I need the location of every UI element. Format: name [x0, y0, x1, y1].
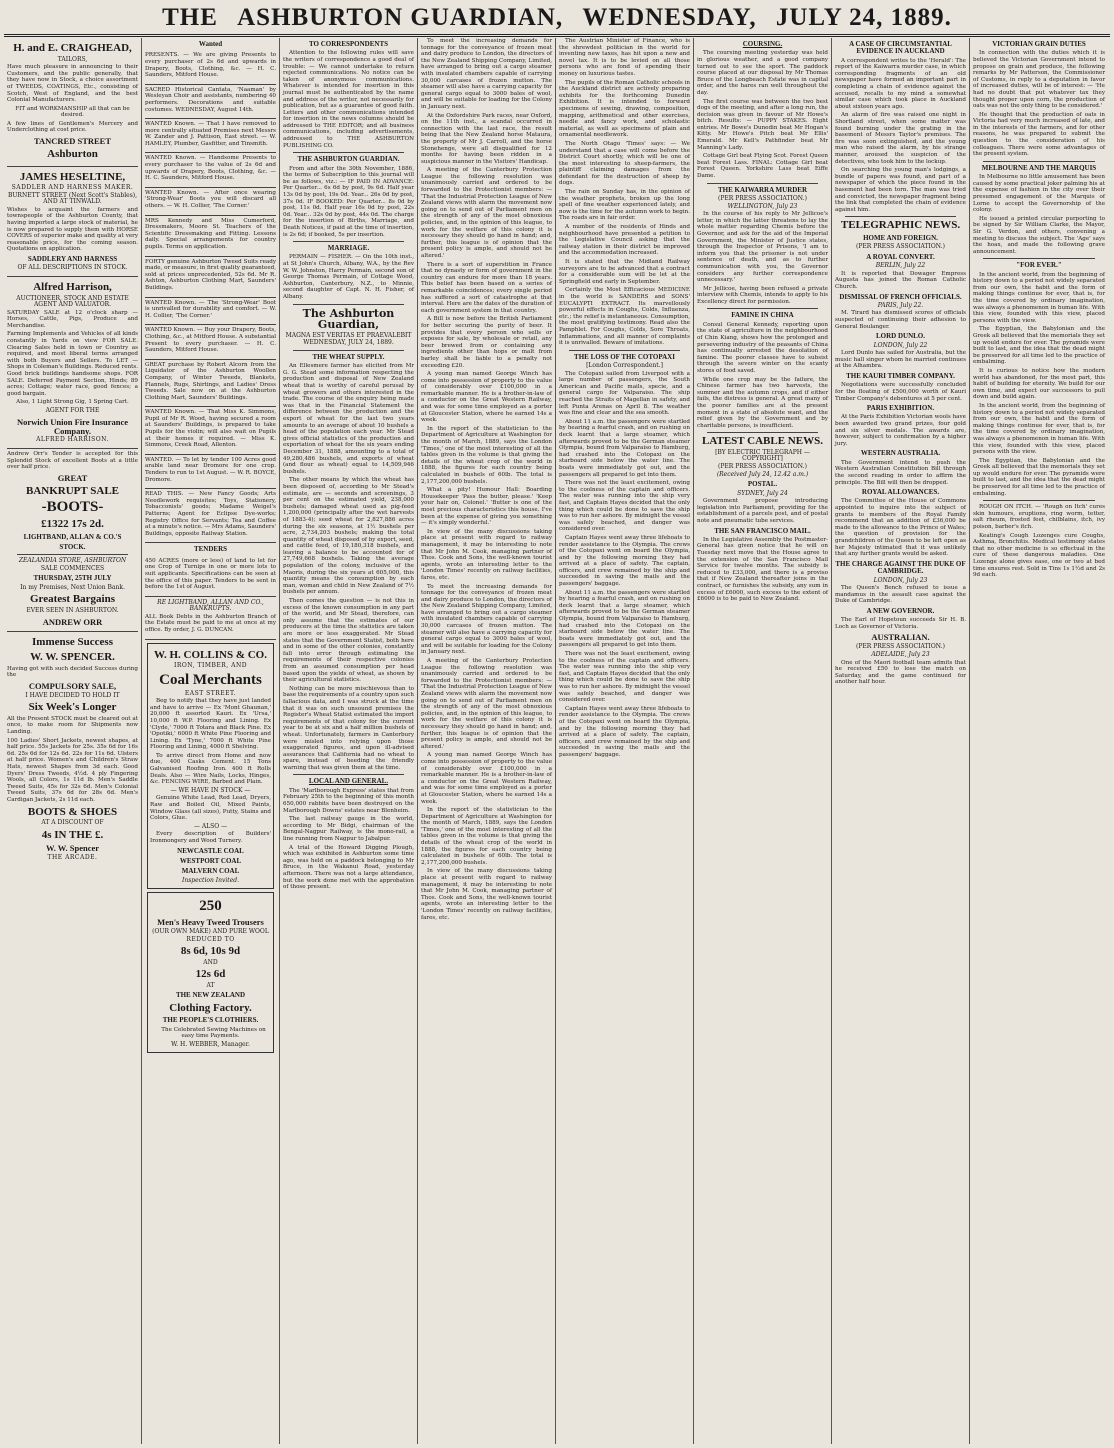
wanted-11-text: WANTED Known. — That Miss K. Simmons, Pupil of Mr R. Wood, having secured a room at Saunders' Buildings, is prepared to take Pupils for the violin; will also wait on Pupils at their homes if required. — Miss K. Simmons, Creek Road, Allenton. [145, 409, 276, 449]
wheat-p4: Nothing can be more mischievous than to base the requirements of a country upon such fallacious data, and I was struck at the time that it was on such unsound premises the Register's Wheat Statist estimated the import requirements of that colony for the current year to be at six and a half million bushels of wheat. Unfortunately, farmers in Canterbury were misled into relying upon those exaggerated figures, and upon ill-advised assurances that California had no wheat to spare, instead of heeding the friendly warning that was given them at the time. [283, 685, 414, 771]
column-1 [4, 38, 142, 1444]
divider [983, 161, 1095, 162]
factory-reduced: REDUCED TO [186, 935, 235, 943]
collins-title: W. H. COLLINS & CO. [154, 648, 267, 661]
orr-great: GREAT [57, 472, 88, 483]
wanted-13 [145, 489, 276, 543]
column-3 [280, 38, 418, 1444]
cambridge-body: The Queen's Bench refused to issue a mandamus in the assault case against the Duke of Cambridge. [835, 585, 966, 605]
malvern-coal: MALVERN COAL [181, 867, 240, 876]
marquis-heading: MELBOURNE AND THE MARQUIS [981, 163, 1097, 172]
masthead-title: ASHBURTON GUARDIAN, [237, 4, 564, 31]
grain-p1: In connection with the duties which it is believed the Victorian Government intend to propose on grain and produce, the following remarks by Mr Patterson, the Commissioner of Customs, in reply to a deputation in favor of increased duties, will be of interest: — 'He had no doubt that put whatever tax they thought proper upon corn, the production of oats was not the only thing to be considered.' [973, 50, 1105, 110]
wanted-7 [145, 257, 276, 298]
local-heading: LOCAL AND GENERAL. [308, 777, 389, 786]
coursing-p1: The coursing meeting yesterday was held in glorious weather, and a good company turned out to see the sport. The paddock course placed at our disposal by Mr Thomas Bruce of the Longbeach Estate was in capital order, and the hares ran well throughout the day. [697, 50, 828, 96]
tender-text: 450 ACRES (more or less) of land to let for one Crop of Turnips in one or more lots to suit applicants. Specifications can be seen at the office of this paper. Tenders to be sent in before the 1st of August. [145, 557, 276, 591]
australian-body: One of the Maori football team admits that he received £50 to lose the match on Saturday, and the game continued for another half hour. [835, 659, 966, 686]
collins-ad [147, 643, 274, 890]
factory-peoples: THE PEOPLE'S CLOTHIERS. [162, 1016, 259, 1025]
cotopaxi-p4-cont: Captain Hayes went away three lifeboats to render assistance to the Olympia. The crews of the Cotopaxi went on board the Olympia, and by the following morning they had arrived at a place of safety. The captain, officers, and crew remained by the ship and succeeded in saving the mails and the passengers' baggage. [559, 705, 690, 758]
orr-body: Andrew Orr's Tender is accepted for this Splendid Stock of excellent Boots at a little over half price. [7, 451, 138, 471]
subscription-heading: THE ASHBURTON GUARDIAN. [297, 155, 400, 164]
orr-premises: In my Premises, Next Union Bank. [20, 583, 125, 591]
governor-heading: A NEW GOVERNOR. [866, 606, 935, 615]
spencer-name: W. W. Spencer [45, 843, 100, 854]
spencer-decided: I HAVE DECIDED TO HOLD IT [25, 691, 120, 699]
latest-cable-received: (Received July 24, 12.42 a.m.) [716, 470, 809, 478]
craighead-body: Have much pleasure in announcing to their Customers, and the public generally, that they have now in Stock, a choice assortment of TWEEDS, COATINGS, Etc., consisting of Scotch, West of England, and the best Colonial Manufacturers. [7, 64, 138, 104]
paper-motto: MAGNA EST VERITAS ET PRAEVALEBIT [285, 331, 412, 339]
harrison-also: Also, 1 Light Strong Gig, 1 Spring Cart. [16, 399, 129, 406]
wanted-13-text: READ THIS. — New Fancy Goods; Arts Needlework requisites; Toys, Stationery, Tobacconists' goods; Madame Weigel's Patterns; Agent for Eclipse Dye-works; Registry Office for Servants; Tea and Coffee at a minute's notice. — Mrs Adams, Saunders' Buildings, opposite Railway Station. [145, 491, 276, 537]
wanted-3-text: WANTED Known. — That I have removed to more centrally situated Premises next Messrs W. Zander and J. Pattison, East street. — W. HAMLEY, Plumber, Gasfitter, and Tinsmith. [145, 121, 276, 147]
col5-p3: The North Otago 'Times' says: — We understand that a case will come before the District Court shortly, which will be one of the most interesting to sheep-farmers, the plaintiff claiming damages from the defendant for the destruction of sheep by dogs. [559, 140, 690, 187]
cotopaxi-p4: Captain Hayes went away three lifeboats to render assistance to the Olympia. The crews of the Cotopaxi went on board the Olympia, and by the following morning they had arrived at a place of safety. The captain, officers, and crew remained by the ship and succeeded in saving the mails and the passengers' baggage. [559, 534, 690, 588]
postal-heading: POSTAL. [747, 480, 778, 489]
wanted-3 [145, 119, 276, 153]
divider [17, 554, 128, 555]
royal-body: It is reported that Dowager Empress Augusta has joined the Roman Catholic Church. [835, 270, 966, 290]
postal-body: Government propose introducing legislation into Parliament, providing for the establishment of a parcels post, and of postal note and pneumatic tube services. [697, 498, 828, 524]
cotopaxi-sub: [London Correspondent.] [586, 362, 663, 370]
cotopaxi-p1: The Cotopaxi sailed from Liverpool with a large number of passengers, the South American and Pacific mails, specie, and a general cargo for Valparaiso. The ship reached the Straits of Magellan in safety, and left Punta Arenas on April 8. The weather was fine and clear and the sea smooth. [559, 370, 690, 417]
wanted-9-text: WANTED Known. — Buy your Drapery, Boots, Clothing, &c., at Mitford House. A substantial Present to every purchaser. — H. C. Saunders, Mitford House. [145, 327, 276, 354]
craighead-note: A few lines of Gentlemen's Mercery and Underclothing at cost price. [7, 120, 138, 134]
australian-heading: AUSTRALIAN. [871, 632, 930, 643]
collins-in-stock: — WE HAVE IN STOCK — [170, 786, 251, 794]
orr-bankrupt: BANKRUPT SALE [25, 484, 119, 497]
saddler-address: BURNETT STREET (Next Scott's Stables), AND AT TINWALD. [7, 191, 138, 206]
coursing-p2: The first course was between the two best dogs of the meeting, and after a long run, the decision was given in favour of Mr Howe's bitch. Results: — PUPPY STAKES. Eight entries. Mr Bowe's Dunedin beat Mr Hogan's Kitty. Mr Howe's Pitch beat Mr Ellis' Emerald. Mr Kell's Pathfinder beat Mr Manning's Lady. [697, 98, 828, 151]
forever-p3: It is curious to notice how the modern world has abandoned, for the most part, this habit of building for eternity. We build for our own time, and expect our successors to pull down and build again. [973, 367, 1105, 401]
dismissal-heading: DISMISSAL OF FRENCH OFFICIALS. [839, 292, 962, 301]
spencer-ad [7, 632, 138, 865]
newcastle-coal: NEWCASTLE COAL [177, 846, 244, 855]
craighead-title: H. and E. CRAIGHEAD, [13, 42, 132, 54]
wanted-9 [145, 325, 276, 359]
orr-andrew: ANDREW ORR [42, 616, 103, 627]
governor-body: The Earl of Hopetoun succeeds Sir H. B. Loch as Governor of Victoria. [835, 617, 966, 630]
wanted-8-text: WANTED Known. — The 'Strong-Wear' Boot is unrivalled for durability and comfort. — W. H. Collier, 'The Corner.' [145, 299, 276, 319]
harrison-body: Farming Implements and Vehicles of all kinds constantly in Yards on view FOR SALE. Clearing Sales held in town or Country as required, and most liberal terms arranged with both Buyers and Sellers. To LET — Shops in Coleman's Buildings. Reduced rents. Good brick buildings handsome shops. FOR SALE. Deferred Payment Section, Hinds; 89 acres; Cottage; water race, good fences; a good bargain. [7, 331, 138, 397]
spencer-boots-shoes: BOOTS & SHOES [27, 805, 118, 818]
col4-p3-cont: A meeting of the Canterbury Protection League the following resolution was unanimously carried and ordered to be forwarded to the Protectionist members: — 'That the Industrial Protection League of New Zealand views with alarm the movement now going on to send out of Parliament men on the strength of any of the most obnoxious policies, and, in the opinion of this league, to work for the welfare of this colony it is necessary they should go hand in hand; and, further, this league is of opinion that the present policy is ample, and should not be altered.' [421, 658, 552, 750]
cotopaxi-p2-cont: About 11 a.m. the passengers were startled by hearing a fearful crash, and on rushing on deck learnt that a large steamer, which afterwards proved to be the German steamer Olympia, bound from Valparaiso to Hamburg, had crashed into the Cotopaxi on the starboard side below the water line. The boats were immediately got out, and the passengers all prepared to get into them. [559, 589, 690, 649]
col4-p9: In view of the many discussions taking place at present with regard to railway management, it may be interesting to note that Mr John M. Cook, managing partner of Thos. Cook and Sons, the well-known tourist agents, wrote an interesting letter to the 'London Times' recently on railway facilities, fares, etc. [421, 528, 552, 581]
latest-cable-sub-2: (PER PRESS ASSOCIATION.) [718, 463, 807, 471]
spencer-four-shillings: 4s IN THE £. [41, 828, 104, 841]
col4-p7-cont: In the report of the statistician to the Department of Agriculture at Washington for the month of March, 1889, says the London 'Times,' one of the most interesting of all the tables given in the volume is that giving the details of the wheat crop of the world in 1888, the figures for each country being calculated in bushels of 60lb. The total is 2,177,200,000 bushels. [421, 807, 552, 866]
spencer-compulsory: COMPULSORY SALE, [28, 680, 117, 691]
famine-heading: FAMINE IN CHINA [731, 311, 794, 320]
saddler-body: Wishes to acquaint the farmers and townspeople of the Ashburton County, that having imported a large stock of material, he is now prepared to supply them with HORSE COVERS of superior make and quality at very reasonable price, for the coming season. Quotations on application. [7, 206, 138, 253]
marriage-heading: MARRIAGE. [327, 244, 370, 253]
local-p1: The 'Marlborough Express' states that from February 25th to the beginning of this month 650,000 rabbits have been destroyed on the Marlborough Downs' estates near Blenheim. [283, 787, 414, 814]
col5-p1: The Austrian Minister of Finance, who is the shrewdest politician in the world for inventing new taxes, has hit upon a new and novel tax. It is to be levied on all those persons who are fond of spending their money on luxurious tastes. [559, 38, 690, 77]
orr-ad [7, 449, 138, 632]
paper-title: The Ashburton Guardian, [302, 306, 395, 332]
royal-heading: A ROYAL CONVERT. [866, 252, 935, 261]
wanted-10 [145, 360, 276, 408]
dunlo-body: Lord Dunlo has sailed for Australia, but the music hall singer whom he married continues at the Alhambra. [835, 350, 966, 370]
col4-p5: A Bill is now before the British Parliament for better securing the purity of beer. It provides that every person who sells or exposes for sale, by wholesale or retail, any beer brewed from or containing any ingredients other than hops or malt from barley shall be liable to a penalty not exceeding £20. [421, 316, 552, 369]
column-6 [694, 38, 832, 1444]
spencer-arcade: THE ARCADE. [47, 854, 98, 862]
orr-boots: -BOOTS- [41, 499, 104, 516]
norwich-title: Norwich Union Fire Insurance Company. [16, 416, 129, 436]
craighead-fit: FIT and WORKMANSHIP all that can be desired. [15, 105, 130, 119]
masthead-the: THE [162, 4, 218, 31]
latest-cable-sub: [BY ELECTRIC TELEGRAPH — COPYRIGHT] [715, 448, 810, 463]
factory-at: AT [206, 981, 215, 989]
orr-greatest: Greatest Bargains [29, 593, 116, 606]
divider [707, 308, 818, 309]
australian-dateline: ADELAIDE, July 23 [871, 650, 930, 658]
spencer-discount: AT A DISCOUNT OF [41, 819, 104, 827]
tancred-street: TANCRED STREET [33, 136, 112, 147]
collins-also-body: Every description of Builders' Ironmongery and Wood Turnery. [150, 831, 271, 845]
collins-east: EAST STREET. [184, 689, 237, 697]
spencer-immense: Immense Success [32, 636, 113, 649]
westport-coal: WESTPORT COAL [179, 856, 242, 865]
dismissal-dateline: PARIS, July 22. [877, 301, 924, 309]
spencer-body: Having got with such decided Success during the [7, 665, 138, 679]
lightband-text: ALL Book Debts in the Ashburton Branch of the Estate must be paid to me at once at my office. By order, J. G. DUNCAN. [145, 613, 276, 634]
factory-prices: 8s 6d, 10s 9d [180, 945, 241, 958]
marriage-body: PERMAIN — FISHER. — On the 10th inst., at St John's Church, Albany, W.A., by the Rev W. W. Johnston, Harry Permain, second son of George Thomas Permain, of Cottage Wood, Ashburton, Canterbury, N.Z., to Minnie, second daughter of Capt. N. H. Fisher, of Albany. [283, 254, 414, 301]
collins-inspection: Inspection Invited. [181, 876, 240, 884]
col4-p1: To meet the increasing demands for tonnage for the conveyance of frozen meat and dairy produce to London, the directors of the New Zealand Shipping Company, Limited, have arranged to bring out a cargo steamer with insulated chambers capable of carrying 30,000 carcases of frozen mutton. The steamer will also have a carrying capacity for general cargo equal to 3000 bales of wool, and will be suitable for loading for the Colony in January next. [421, 38, 552, 110]
wanted-1 [145, 50, 276, 84]
factory-clothing: Clothing Factory. [169, 1001, 252, 1014]
divider [293, 152, 404, 153]
column-8 [970, 38, 1108, 1444]
craighead-ad [7, 38, 138, 167]
column-4 [418, 38, 556, 1444]
wanted-11 [145, 407, 276, 455]
masthead-rule-2 [4, 36, 1110, 37]
cotopaxi-p3-cont: There was not the least excitement, owing to the coolness of the captain and officers. The water was running into the ship very fast, and Captain Hayes decided that the only thing which could be done to save the ship was to run her ashore. By midnight the vessel was safely beached, and danger was considered over. [559, 651, 690, 704]
factory-250: 250 [199, 898, 222, 915]
correspondents-body: Attention to the following rules will save the writers of correspondence a good deal of trouble: — We cannot undertake to return rejected communications. No notice can be taken of anonymous communications. Whatever is intended for insertion in this journal must be authenticated by the name and address of the writer, not necessarily for publication, but as a guarantee of good faith. Letters and other communications intended for insertion in the news columns should be addressed to THE EDITOR; and all business communications, including advertisements, addressed to THE ASHBURTON PUBLISHING CO. [283, 50, 414, 149]
dunlo-dateline: LONDON, July 22 [873, 341, 928, 349]
local-p2: The last railway gauge in the world, according to Mr Bidgi, chairman of the Bengal-Nagpur Railway, is the mono-rail, a line running from Nagpur to Jabalpur. [283, 816, 414, 842]
collins-body-2: To arrive direct from Home and now due, 400 Casks Cement. 15 Tons Galvanised Roofing Iron. 400 ft Rolls Deals. Also — Wire Nails, Locks, Hinges, &c. FENCING WIRE, Barbed and Plain. [150, 752, 271, 786]
orr-thursday: THURSDAY, 25TH JULY [33, 574, 112, 583]
famine-p2: While one crop may be the failure, the Chinese farmer has two harvests, the summer and the autumn crops, and if either fails, the distress is general. A great many of the poorer families are at the present moment in a state of absolute want, and the relief given by the Government and by charitable persons, is insufficient. [697, 376, 828, 429]
latest-cable-heading: LATEST CABLE NEWS. [702, 435, 823, 448]
divider [569, 350, 680, 351]
wanted-5 [145, 188, 276, 216]
lightband-title: RE LIGHTBAND, ALLAN AND CO., BANKRUPTS. [157, 598, 264, 613]
coursing-p3: Cottage Girl beat Flying Scot. Forest Queen beat Forest Lass. FINAL: Cottage Girl beat Forest Queen. Yorkshire Lass beat Eiffe Dame. [697, 153, 828, 180]
col5-p5: A number of the residents of Hinds and neighbourhood have presented a petition to the Legislative Council asking that the railway station in their district be improved and the accommodation increased. [559, 224, 690, 257]
kaiwarra-heading: THE KAIWARRA MURDER [717, 185, 808, 194]
spencer-six-weeks: Six Week's Longer [28, 701, 117, 714]
masthead [0, 4, 1114, 34]
col5-p4: The rain on Sunday has, in the opinion of the weather prophets, broken up the long spell of fine weather experienced lately, and now is the time for the autumn work to begin. The roads are in fair order. [559, 189, 690, 222]
divider [293, 241, 404, 242]
sf-mail-heading: THE SAN FRANCISCO MAIL. [714, 526, 811, 535]
wanted-6-text: MRS Kennedy and Miss Cumerford, Dressmakers, Moore St. Teachers of the Scientific Dressmaking and Fitting. Lessons daily. Special arrangements for country pupils. Terms on application. [145, 217, 276, 250]
grain-heading: VICTORIAN GRAIN DUTIES [992, 40, 1086, 48]
marquis-p2: He issued a printed circular purporting to be signed by Sir William Clarke, the Mayor, Sir G. Verdon, and others, convening a meeting to discuss the subject. The 'Age' says the hoax, and made the following grave announcement. [973, 215, 1105, 255]
correspondents-heading: TO CORRESPONDENTS [308, 40, 389, 48]
paris-body: At the Paris Exhibition Victorian wools have been awarded two grand prizes, four gold and six silver medals. The awards are, however, subject to confirmation by a higher jury. [835, 414, 966, 447]
orr-lightband: LIGHTBAND, ALLAN & CO.'S [23, 532, 122, 541]
kaiwarra-sub: (PER PRESS ASSOCIATION.) [718, 194, 807, 202]
harrison-sale: SATURDAY SALE at 12 o'clock sharp — Horses, Cattle, Pigs, Produce and Merchandise. [7, 309, 138, 329]
factory-twelve: 12s 6d [195, 968, 226, 981]
australian-sub: (PER PRESS ASSOCIATION.) [856, 643, 945, 651]
coursing-heading: COURSING. [742, 40, 783, 48]
factory-webber: W. H. WEBBER, Manager. [171, 1040, 250, 1048]
wanted-6 [145, 216, 276, 257]
saddlery-sub: OF ALL DESCRIPTIONS IN STOCK. [17, 264, 128, 272]
tender-ad [145, 556, 276, 597]
wheat-p2: The other means by which the wheat has been disposed of, according to Mr Stead's estimate, are — seconds and screenings, 3 per cent on the estimated yield, 238,000 bushels; damaged wheat used as pig-feed 1,200,000 (principally after the wet harvests of 1883-4); seed wheat for 2,827,886 acres during the six seasons, at 1½ bushels per acre, 2,734,203 bushels; making the total quantity of wheat disposed of by export, seed, and cattle feed, of 19,180,318 bushels, and leaving a balance to be accounted for of 27,749,668 bushels. Taking the average population of the colony, inclusive of the Maoris, during the six years at 605,000, this quantity means the consumption by each man, woman and child in New Zealand of 7½ bushels per annum. [283, 477, 414, 596]
harrison-title: Alfred Harrison, [33, 280, 112, 293]
saddler-title: SADDLER AND HARNESS MAKER. [11, 184, 134, 192]
col4-p4: There is a sort of superstition in France that no dynasty or form of government in the country can endure for more than 18 years. This belief has been based on a series of remarkable coincidences; every single period has suffered a sort of catastrophe at that interval. Here are the dates of the duration of each government system in that country. [421, 261, 552, 314]
collins-in-stock-body: Genuine White Lead, Red Lead, Dryers, Raw and Boiled Oil, Mixed Paints, Window Glass (all sizes), Putty, Stains and Colors, Glue. [150, 795, 271, 822]
column-5 [556, 38, 694, 1444]
col4-p9-cont: In view of the many discussions taking place at present with regard to railway management, it may be interesting to note that Mr John M. Cook, managing partner of Thos. Cook and Sons, the well-known tourist agents, wrote an interesting letter to the 'London Times' recently on railway facilities, fares, etc. [421, 868, 552, 921]
wheat-p3: Then comes the question — is not this in excess of the known consumption in any part of the world, and Mr Stead, therefore, can only assume that the estimates of our producers at the time the statistics are taken are more or less exaggerated. Mr Stead states that the Government Statist, both here and in some of the other colonies, constantly fall into error through estimating the requirements of their respective colonies from an assumed consumption per head based upon the yields of wheat, as shown by their agricultural statistics. [283, 598, 414, 684]
wanted-1-text: PRESENTS. — We are giving Presents to every purchaser of 2s 6d and upwards in Drapery, Boots, Clothing, &c. — H. C. Saunders, Mitford House. [145, 52, 276, 79]
wa-body: The Government intend to push the Western Australian Constitution Bill through the second reading in order to affirm the principle. The Bill will then be dropped. [835, 459, 966, 486]
paris-heading: PARIS EXHIBITION. [866, 404, 935, 413]
divider [845, 216, 956, 217]
heseltine-ad [7, 167, 138, 277]
forever-p1: In the ancient world, from the beginning of history down to a period not widely separated from our own, the habit and the form of making things continue for ever, that is, for the time covered by ordinary imagination, was always a phenomenon in human life. With this view, founded with this view, placed persons with the view. [973, 271, 1105, 324]
royal-dateline: BERLIN, July 22 [875, 262, 926, 270]
wanted-2 [145, 85, 276, 119]
wheat-heading: THE WHEAT SUPPLY. [312, 352, 385, 361]
col4-p6: A young man named George Winch has come into possession of property to the value of considerably over £100,000 in a remarkable manner. He is a brother-in-law of a conductor on the Great Western Railway, and was for some time employed as a porter at Gloucester Station, where he earned 14s a week. [421, 371, 552, 424]
kaiwarra-p2: Mr Jellicoe, having been refused a private interview with Chemis, intends to apply to his Excellency direct for permission. [697, 285, 828, 305]
col5-p2: The pupils of the Roman Catholic schools in the Auckland district are actively preparing exhibits for the forthcoming Dunedin Exhibition. It is intended to forward specimens of sewing, drawing, composition, mapping, arithmetical and other exercises, needle and fancy work, and scholastic material, as well as specimens of plain and ornamental needlework. [559, 79, 690, 139]
columns [4, 38, 1110, 1444]
wanted-heading: Wanted [198, 40, 223, 48]
wanted-4-text: WANTED Known. — Handsome Presents to every purchaser to the value of 2s 6d and upwards of Drapery, Boots, Clothing, &c. — H. C. Saunders, Mitford House. [145, 155, 276, 182]
case-p3: On searching the young man's lodgings, a bundle of papers was found, and part of a newspaper of which the piece found in the basement had been torn. The man was tried and convicted, the newspaper fragment being the link that completed the chain of evidence against him. [835, 167, 966, 213]
wanted-7-text: FORTY genuine Ashburton Tweed Suits ready made, or measure, in first quality guaranteed, sold at prices unprecedented, 52s 6d. Mr R. Ashton, Ashburton Clothing Mart, Saunders' Buildings. [145, 258, 276, 291]
rough-on-itch: ROUGH ON ITCH. — 'Rough on Itch' cures skin humours, eruptions, ring worm, tetter, salt rheum, frosted feet, chilblains, itch, ivy poison, barber's itch. [973, 504, 1105, 531]
forever-p2-cont: The Egyptian, the Babylonian and the Greek all believed that the memorials they set up would endure for ever. The pyramids were built to last, and the idea that the dead might be preserved for all time led to the practice of embalming. [973, 457, 1105, 497]
cambridge-dateline: LONDON, July 23 [873, 576, 928, 584]
marquis-p1: In Melbourne no little amusement has been caused by some practical joker palming his at the expense of fashion in the city over their presumed engagement of the Marquis of Lorne to accept the Governorship of the colony. [973, 174, 1105, 214]
tenders-heading: TENDERS [193, 545, 228, 554]
wanted-8 [145, 298, 276, 326]
masthead-rule [4, 34, 1110, 35]
factory-nz: THE NEW ZEALAND [175, 991, 246, 1000]
divider [293, 350, 404, 351]
wanted-10-text: GREAT purchase by Robert Alcorn from the Liquidator of the Ashburton Woollen Company, of Winter Tweeds, Blankets, Flannels, Rugs, Shirtings, and Ladies' Dress Tweeds. Sale now on at the Ashburton Clothing Mart, Saunders' Buildings. [145, 361, 276, 401]
cotopaxi-p3: There was not the least excitement, owing to the coolness of the captain and officers. The water was running into the ship very fast, and Captain Hayes decided that the only thing which could be done to save the ship was to run her ashore. By midnight the vessel was safely beached, and danger was considered over. [559, 480, 690, 533]
home-foreign-sub: (PER PRESS ASSOCIATION.) [856, 243, 945, 251]
orr-price: £1322 17s 2d. [41, 518, 104, 531]
col4-p6-cont: A young man named George Winch has come into possession of property to the value of considerably over £100,000 in a remarkable manner. He is a brother-in-law of a conductor on the Great Western Railway, and was for some time employed as a porter at Gloucester Station, where he earned 14s a week. [421, 752, 552, 805]
kauri-body: Negotiations were successfully concluded for the floating of £500,000 worth of Kauri Timber Company's debentures at 5 per cent. [835, 382, 966, 402]
allowances-body: The Committee of the House of Commons appointed to inquire into the subject of grants to members of the Royal Family recommend that an addition of £36,000 be made to the allowance to the Prince of Wales; the question of provision for the grandchildren of the Queen to be left open as her Majesty intimated that it was unlikely that any further grants would be asked. [835, 498, 966, 558]
factory-trousers: Men's Heavy Tweed Trousers [157, 916, 264, 927]
dismissal-body: M. Tirard has dismissed scores of officials suspected of continuing their adhesion to General Boulanger. [835, 310, 966, 330]
col4-p3: A meeting of the Canterbury Protection League the following resolution was unanimously carried and ordered to be forwarded to the Protectionist members: — 'That the Industrial Protection League of New Zealand views with alarm the movement now going on to send out of Parliament men on the strength of any of the most obnoxious policies, and, in the opinion of this league, to work for the welfare of this colony it is necessary they should go hand in hand; and, further, this league is of opinion that the present policy is ample, and should not be altered.' [421, 167, 552, 259]
sf-mail-body: In the Legislative Assembly the Postmaster-General has given notice that he will on Tuesday next move that the House agree to the extension of the San Francisco Mail Service for twelve months. The subsidy is reduced to £33,000, and there is a proviso that if New Zealand thereafter joins in the contract, or furnishes the subsidy, any sum in excess of £6000, such excess to the extent of £6000 is to be paid to New Zealand. [697, 536, 828, 603]
wanted-12-text: WANTED. — To let by tender 100 Acres good arable land near Dromore for one crop. Tenders to run to 1st August. — W. R. BOYCE, Dromore. [145, 456, 276, 483]
spencer-all: All the Present STOCK must be cleared out at once, to make room for Shipments now Landing. [7, 715, 138, 735]
wheat-p1: An Ellesmere farmer has elicited from Mr G. G. Stead some information respecting the production and disposal of New Zealand wheat that is worthy of careful perusal by wheat growers and others interested in the trade. The course of the enquiry being made was that in the Financial Statement the difference between the production and the export of wheat for the last two years amounts to an average of about 10 bushels a head of the population each year. Mr Stead gives official statistics of the production and exportation of wheat for the six years ending December 31, 1888, amounting to a total of 49,280,486 bushels, and exports of wheat (and flour as wheat) equal to 14,509,946 bushels. [283, 363, 414, 475]
column-7 [832, 38, 970, 1444]
wanted-12 [145, 455, 276, 489]
orr-stock: STOCK. [59, 542, 86, 551]
col4-p7: In the report of the statistician to the Department of Agriculture at Washington for the month of March, 1889, says the London 'Times,' one of the most interesting of all the tables given in the volume is that giving the details of the wheat crop of the world in 1888, the figures for each country being calculated in bushels of 60lb. The total is 2,177,200,000 bushels. [421, 425, 552, 485]
home-foreign-heading: HOME AND FOREIGN. [863, 233, 938, 242]
collins-body: Beg to notify that they have just landed and have to arrive — Ex 'Mont Ghaunan,' 20,000 ft assorted Kauri. Ex 'Ursa,' 10,000 ft W.P. Flooring and Lining. Ex 'Clyde,' 7000 ft Totara and Black Pine. Ex 'Opotiki,' 6000 ft White Pine Flooring and Lining. Ex 'Tyne,' 7000 ft White Pine Flooring and Lining, 4000 ft Shelving. [150, 698, 271, 751]
craighead-sub: TAILORS, [57, 55, 88, 63]
kaiwarra-dateline: WELLINGTON, July 23 [727, 202, 798, 210]
heseltine-title: JAMES HESELTINE, [19, 170, 126, 183]
famine-p1: Consul General Kennedy, reporting upon the state of agriculture in the neighbourhood of Chin Kiang, shows how the prolonged and persevering industry of the peasants of China has continually arrested the desolation of famine. The poorer classes have to subsist through the severe winter on the scanty stores of food saved. [697, 321, 828, 374]
col4-p2: At the Oxfordshire Park races, near Oxford, on the 11th inst., a scandal occurred in connection with the last race, the result being that the New Zealand horse Mataura, the property of Mr J. Carroll, and the horse Stonehenge, were all disqualified for 12 months for having been ridden in a suspicious manner in the Visitors' Handicap. [421, 112, 552, 165]
harrison-ad [7, 277, 138, 449]
kauri-heading: THE KAURI TIMBER COMPANY. [846, 371, 955, 380]
orr-zealandia: ZEALANDIA STORE, ASHBURTON [18, 557, 127, 565]
keating-lozenges: Keating's Cough Lozenges cure Coughs, Asthma, Bronchitis. Medical testimony states that no other medicine is so effectual in the cure of these dangerous maladies. One Lozenge alone gives ease, one or two at bed time ensures rest. Sold in Tins 1s 1½d and 2s 9d each. [973, 532, 1105, 579]
wanted-5-text: WANTED Known. — After once wearing 'Strong-Wear' Boots you will discard all others. — W. H. Collier, 'The Corner.' [145, 189, 276, 210]
masthead-day: WEDNESDAY, [582, 4, 757, 31]
wa-heading: WESTERN AUSTRALIA. [860, 449, 941, 458]
divider [983, 258, 1095, 259]
column-2 [142, 38, 280, 1444]
factory-sewing: The Celebrated Sewing Machines on easy time Payments. [161, 1026, 266, 1040]
case-p2: An alarm of fire was raised one night in Shortland street, when some matter was found burning under the grating in the basement of Messrs Taylor's premises. The fire was soon extinguished, and the young man who raised the alarm, by his strange manner, aroused the suspicion of the detectives, who took him to the lockup. [835, 112, 966, 165]
forever-p2: The Egyptian, the Babylonian and the Greek all believed that the memorials they set up would endure for ever. The pyramids were built to last, and the idea that the dead might be preserved for all time led to the practice of embalming. [973, 326, 1105, 366]
local-p3: A trial of the Howard Digging Plough, which was exhibited in Ashburton some time ago, was held on a paddock belonging to Mr Bruce, in the Wakanui Road, yesterday afternoon. There was not a large attendance, but the work done met with the approbation of those present. [283, 844, 414, 891]
forever-heading: "FOR EVER." [1016, 261, 1062, 270]
subscription-body: From and after the 30th November, 1886, the terms of Subscription to this journal will be as follows, viz.: — IF PAID IN ADVANCE: Per Quarter... 6s 6d by post, 9s 6d. Half year 13s 0d by post, 19s 0d. Year... 26s 0d by post, 37s 0d. IF BOOKED: Per Quarter... 8s 0d by post, 11s 0d. Half year 16s 0d by post, 22s 0d. Year... 32s 0d by post, 44s 0d. The charge for the insertion of Births, Marriage, and Death Notices, if paid at the time of insertion, is 2s 6d; if booked, 5s per insertion. [283, 165, 414, 238]
cotopaxi-p2: About 11 a.m. the passengers were startled by hearing a fearful crash, and on rushing on deck learnt that a large steamer, which afterwards proved to be the German steamer Olympia, bound from Valparaiso to Hamburg, had crashed into the Cotopaxi on the starboard side below the water line. The boats were immediately got out, and the passengers all prepared to get into them. [559, 418, 690, 478]
telegraphic-heading: TELEGRAPHIC NEWS. [840, 219, 961, 232]
orr-sale-commences: SALE COMMENCES [40, 564, 105, 572]
spencer-list: 100 Ladies' Short Jackets, newest shapes, at half price. 55s Jackets for 25s. 35s 6d for 16s 6d. 25s 6d for 12s 6d. 22s for 11s 6d. Ulsters at half price. Women's and Children's Straw Hats, newest Shapes from 3d each. Good Dyers' Dress Tweeds, 4½d. 4 ply Fingering Wools, all Colors, 1s 11d lb. Men's Saddle Tweed Suits, 45s for 32s 6d. Men's Colonial Tweed Suits, 37s 6d for 28s 6d. Men's Cardigan Jackets, 2s 11d each. [7, 737, 138, 803]
collins-sub: IRON, TIMBER, AND [173, 662, 248, 670]
ashburton-heading: Ashburton [47, 148, 98, 160]
case-p1: A correspondent writes to the 'Herald': The report of the Kaiwarra murder case, in which corresponding fragments of an old newspaper have formed an important part in completing a chain of evidence against the accused, recalls to my mind a somewhat similar case which took place in Auckland about sixteen years ago. [835, 57, 966, 110]
collins-also: — ALSO — [193, 822, 228, 830]
kaiwarra-p1: In the course of his reply to Mr Jellicoe's letter, in which the latter threatens to lay the whole matter regarding Chemis before the Governor, and ask for the aid of the Imperial Government, the Minister of Justice states, through the Inspector of Prisons, 'I am to inform you that the prisoner is not under sentence of death, and as to further communication with you, the Governor considers any further correspondence unnecessary.' [697, 211, 828, 284]
col5-p7: Certainly the Most Efficacious MEDICINE in the world is SANDERS and SONS' EUCALYPTI EXTRACT. Its marvellously powerful effects in Coughs, Colds, Influenza, etc.; the relief is instantaneous. Consumption, the most gratifying testimony. Read also the Pamphlet. For Coughs, Colds, Sore Throats, Inflammations, and all manner of complaints it is unrivalled. Beware of imitations. [559, 287, 690, 347]
lightband-notice [145, 597, 276, 640]
grain-p2: He thought that the production of oats in Victoria had very much increased of late, and in the interests of the farmers, and for other reasons, he was prepared to submit the question to the consideration of his colleagues. There were some advantages of the present system. [973, 111, 1105, 158]
case-heading: A CASE OF CIRCUMSTANTIAL EVIDENCE IN AUCKLAND [849, 40, 952, 56]
saddlery-heading: SADDLERY AND HARNESS [27, 255, 118, 264]
cotopaxi-heading: THE LOSS OF THE COTOPAXI [574, 352, 675, 361]
col4-p8: What a pity! Humour Hall: Boarding Housekeeper 'Pass the butter, please.' 'Keep your hair on, Colonel.' 'Butter is one of the most precious characteristics this house. I've been at the expense of giving you something — it's simply wonderful.' [421, 487, 552, 527]
factory-and: AND [203, 958, 218, 966]
cambridge-heading: THE CHARGE AGAINST THE DUKE OF CAMBRIDGE. [835, 559, 966, 576]
orr-ever: EVER SEEN IN ASHBURTON. [26, 606, 119, 614]
col4-p1-cont: To meet the increasing demands for tonnage for the conveyance of frozen meat and dairy produce to London, the directors of the New Zealand Shipping Company, Limited, have arranged to bring out a cargo steamer with insulated chambers capable of carrying 30,000 carcases of frozen mutton. The steamer will also have a carrying capacity for general cargo equal to 3000 bales of wool, and will be suitable for loading for the Colony in January next. [421, 583, 552, 656]
harrison-name: ALFRED HARRISON. [36, 436, 109, 444]
divider [293, 774, 404, 775]
postal-dateline: SYDNEY, July 24 [737, 489, 788, 497]
wanted-4 [145, 153, 276, 187]
dunlo-heading: LORD DUNLO. [875, 332, 925, 341]
wanted-2-text: SACRED Historical Cantata, 'Naaman' by Wesleyan Choir and assistants, numbering 40 performers. Decorations and suitable costumes. WEDNESDAY, August 14th. [145, 86, 276, 113]
collins-coal: Coal Merchants [159, 671, 262, 688]
spencer-title: W. W. SPENCER. [30, 651, 115, 664]
divider [293, 304, 404, 305]
col5-p6: It is stated that the Midland Railway surveyors are to be advanced that a contract for a considerable sum will be let at the Springfield end early in September. [559, 259, 690, 285]
factory-own-make: (OUR OWN MAKE) AND PURE WOOL [152, 927, 269, 935]
divider [707, 432, 818, 433]
norwich-agent: AGENT FOR THE [45, 407, 100, 415]
masthead-date: JULY 24, 1889. [775, 4, 952, 31]
divider [707, 183, 818, 184]
paper-date: WEDNESDAY, JULY 24, 1889. [303, 339, 394, 347]
allowances-heading: ROYAL ALLOWANCES. [861, 488, 940, 497]
harrison-sub: AUCTIONEER, STOCK AND ESTATE AGENT AND VALUATOR. [16, 294, 129, 309]
forever-p1-cont: In the ancient world, from the beginning of history down to a period not widely separated from our own, the habit and the form of making things continue for ever, that is, for the time covered by ordinary imagination, was always a phenomenon in human life. With this view, founded with this view, placed persons with the view. [973, 402, 1105, 456]
factory-ad [147, 892, 274, 1053]
divider [983, 500, 1095, 501]
